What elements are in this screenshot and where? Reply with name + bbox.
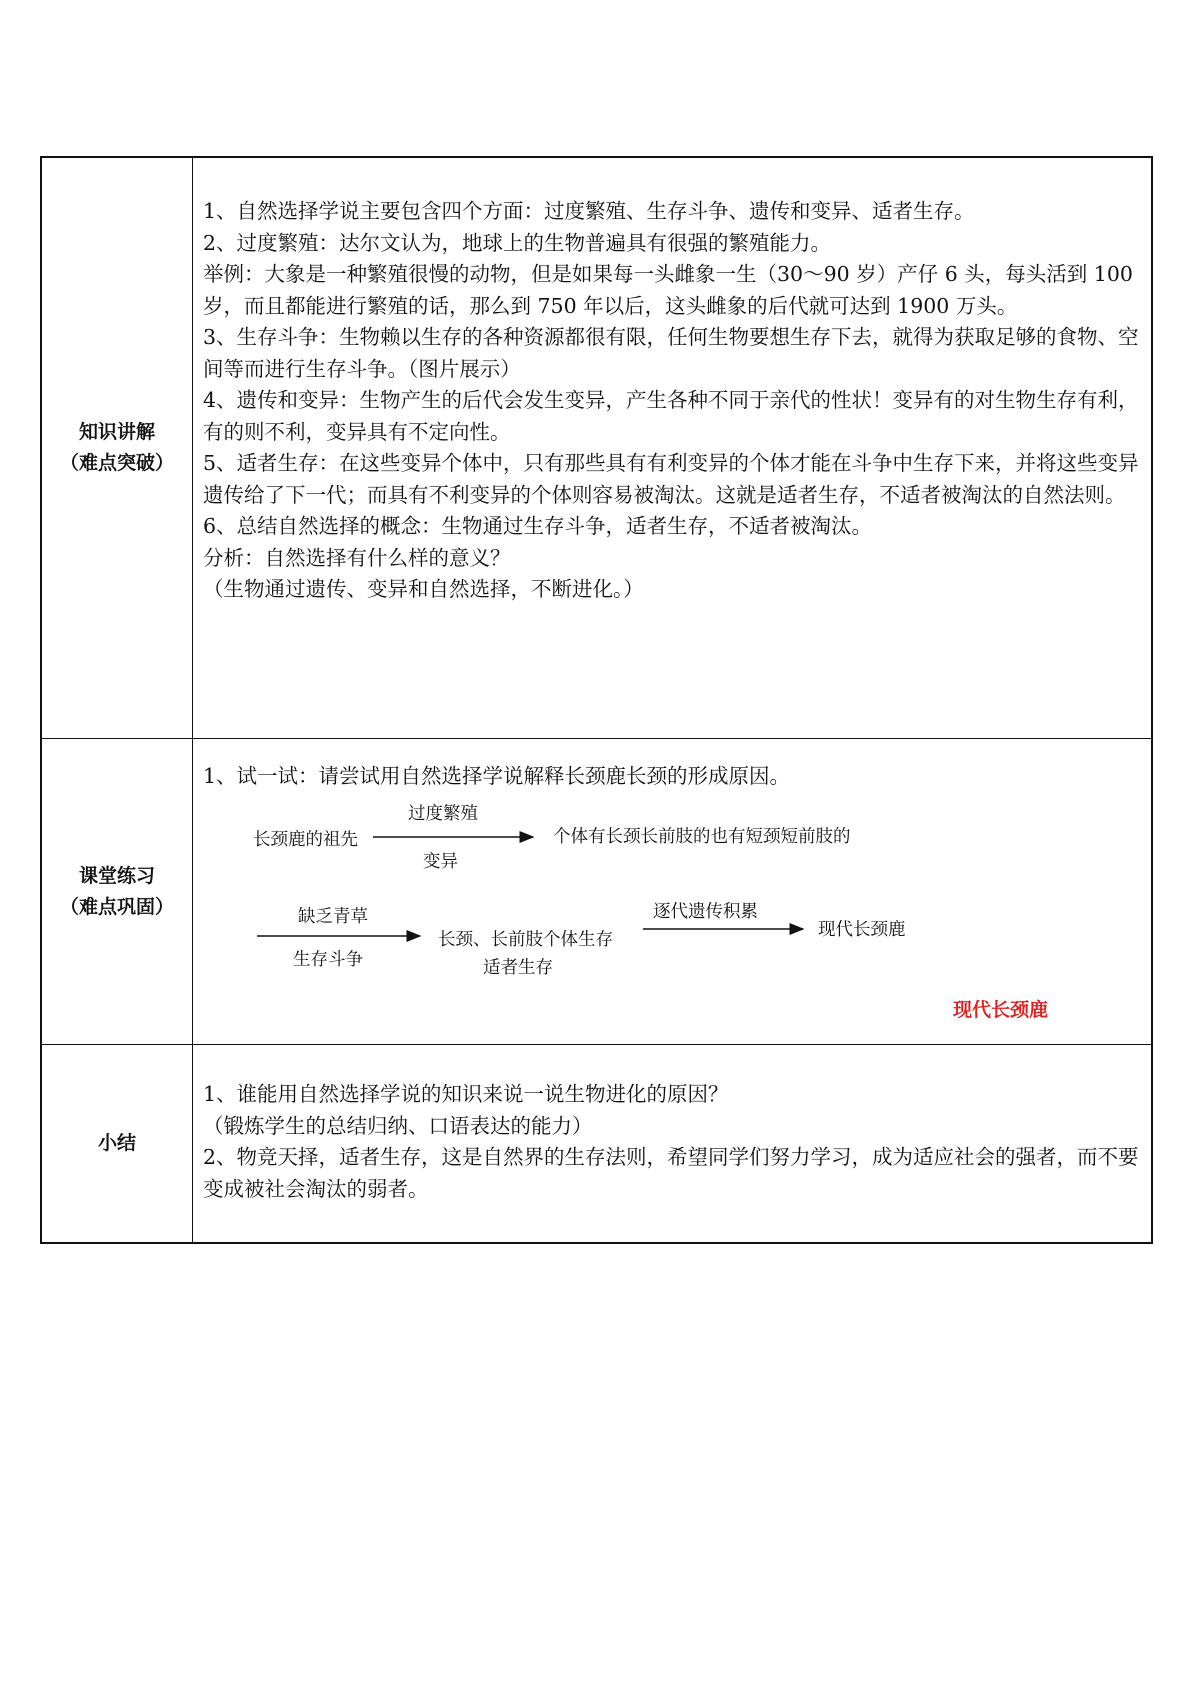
knowledge-paragraph: 5、适者生存：在这些变异个体中，只有那些具有有利变异的个体才能在斗争中生存下来，并将这些变异遗传给了下一代；而具有不利变异的个体则容易被淘汰。这就是适者生存，不适者被淘汰的自然法则。 (203, 451, 1139, 507)
summary-paragraph: 1、谁能用自然选择学说的知识来说一说生物进化的原因？ (203, 1082, 729, 1106)
row-practice (42, 738, 1151, 1044)
flow-result: 现代长颈鹿 (818, 920, 906, 940)
flow-survivors-sub: 适者生存 (483, 958, 553, 978)
row-knowledge (42, 158, 1151, 738)
summary-label-cell (42, 1045, 193, 1242)
practice-content (193, 739, 1151, 1044)
knowledge-label: 知识讲解 (78, 421, 155, 443)
practice-sublabel: （难点巩固） (59, 895, 174, 918)
knowledge-sublabel: （难点突破） (59, 452, 174, 474)
lesson-table (40, 156, 1153, 1244)
knowledge-paragraph: 2、过度繁殖：达尔文认为，地球上的生物普遍具有很强的繁殖能力。 (203, 230, 832, 255)
flow-survivors: 长颈、长前肢个体生存 (438, 930, 613, 950)
knowledge-paragraph: 3、生存斗争：生物赖以生存的各种资源都很有限，任何生物要想生存下去，就得为获取足够的食物、空间等而进行生存斗争。（图片展示） (203, 325, 1139, 381)
knowledge-paragraph: 举例：大象是一种繁殖很慢的动物，但是如果每一头雌象一生（30～90 岁）产仔 6 头，每头活到 100 岁，而且都能进行繁殖的话，那么到 750 年以后，这头雌象的后代就可达到 1900 万头。 (203, 262, 1133, 318)
knowledge-paragraph: 分析：自然选择有什么样的意义？ (203, 545, 511, 570)
row-summary (42, 1044, 1151, 1242)
knowledge-paragraph: （生物通过遗传、变异和自然选择，不断进化。） (203, 577, 644, 601)
flow-individuals: 个体有长颈长前肢的也有短颈短前肢的 (553, 827, 851, 847)
flow-arrow2-top-label: 缺乏青草 (298, 907, 368, 927)
knowledge-paragraph: 6、总结自然选择的概念：生物通过生存斗争，适者生存，不适者被淘汰。 (203, 514, 873, 538)
flow-arrow3-top-label: 逐代遗传积累 (653, 902, 758, 922)
summary-paragraph: 2、物竞天择，适者生存，这是自然界的生存法则，希望同学们努力学习，成为适应社会的强者，而不要变成被社会淘汰的弱者。 (203, 1145, 1139, 1201)
knowledge-label-cell (42, 158, 193, 738)
flow-ancestor: 长颈鹿的祖先 (253, 830, 358, 850)
practice-question: 1、试一试：请尝试用自然选择学说解释长颈鹿长颈的形成原因。 (203, 764, 791, 788)
knowledge-paragraph: 4、遗传和变异：生物产生的后代会发生变异，产生各种不同于亲代的性状！变异有的对生物生存有利，有的则不利，变异具有不定向性。 (203, 388, 1139, 444)
flow-arrow1-top-label: 过度繁殖 (408, 804, 478, 824)
practice-label: 课堂练习 (78, 864, 155, 887)
flow-arrow1-bottom-label: 变异 (423, 852, 458, 872)
summary-label: 小结 (97, 1132, 136, 1154)
summary-content (193, 1045, 1151, 1242)
flow-arrow2-bottom-label: 生存斗争 (293, 950, 363, 970)
answer-text: 现代长颈鹿 (953, 999, 1049, 1021)
knowledge-paragraph: 1、自然选择学说主要包含四个方面：过度繁殖、生存斗争、遗传和变异、适者生存。 (203, 199, 975, 223)
practice-label-cell (42, 739, 193, 1044)
summary-paragraph: （锻炼学生的总结归纳、口语表达的能力） (203, 1113, 593, 1138)
knowledge-content (193, 158, 1151, 738)
